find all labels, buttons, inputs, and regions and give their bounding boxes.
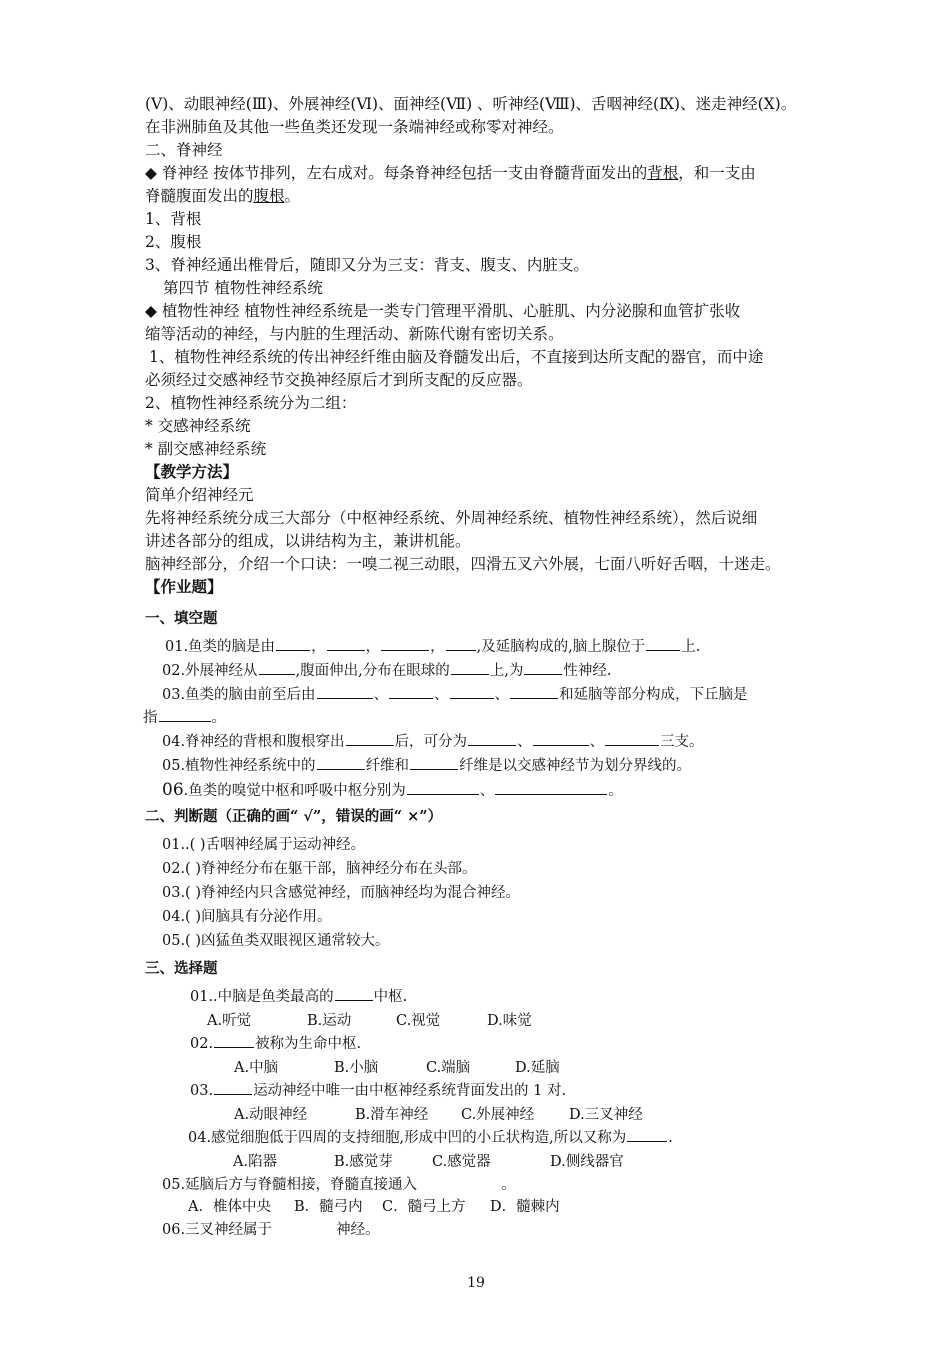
spinal-item-2: 2、腹根	[145, 233, 202, 251]
choice-option[interactable]: A．椎体中央	[188, 1199, 271, 1215]
method-line-2: 先将神经系统分成三大部分（中枢神经系统、外周神经系统、植物性神经系统），然后说细	[145, 509, 758, 527]
answer-blank[interactable]	[468, 731, 516, 746]
spinal-paragraph-line-1: ◆ 脊神经 按体节排列，左右成对。每条脊神经包括一支由脊髓背面发出的背根，和一支由	[145, 164, 756, 182]
spinal-paragraph-line-2: 脊髓腹面发出的腹根。	[145, 187, 301, 205]
method-heading: 【教学方法】	[145, 462, 239, 481]
fill-question-2: 02.外展神经从 ,腹面伸出,分布在眼球的 上,为 性神经.	[162, 660, 612, 682]
answer-blank[interactable]	[276, 636, 310, 651]
choice-option[interactable]: D.延脑	[515, 1060, 560, 1076]
answer-blank[interactable]	[214, 1033, 254, 1048]
choice-option[interactable]: B．髓弓内	[294, 1199, 363, 1215]
answer-blank[interactable]	[346, 731, 394, 746]
fill-question-6: 06.鱼类的嗅觉中枢和呼吸中枢分别为 、 。	[162, 780, 623, 800]
choice-option[interactable]: C．髓弓上方	[382, 1199, 466, 1215]
choice-option[interactable]: C.视觉	[396, 1013, 441, 1029]
spinal-heading: 二、脊神经	[145, 141, 223, 159]
choice-option[interactable]: B.运动	[307, 1013, 352, 1029]
ventral-root-term: 腹根	[253, 187, 285, 205]
choice-question-5-options	[188, 1196, 560, 1218]
autonomic-p1-line-1: ◆ 植物性神经 植物性神经系统是一类专门管理平滑肌、心脏肌、内分泌腺和血管扩张收	[145, 302, 741, 320]
choice-option[interactable]: A.听觉	[207, 1013, 252, 1029]
choice-question-5: 05.延脑后方与脊髓相接，脊髓直接通入 。	[162, 1177, 516, 1193]
choice-option[interactable]: B.小脑	[334, 1060, 379, 1076]
choice-heading: 三、选择题	[145, 960, 218, 977]
judge-question-2: 02.( )脊神经分布在躯干部，脑神经分布在头部。	[162, 861, 477, 877]
choice-question-1: 01..中脑是鱼类最高的 中枢.	[190, 986, 407, 1008]
answer-blank[interactable]	[317, 755, 365, 770]
judge-question-4: 04.( )间脑具有分泌作用。	[162, 909, 332, 925]
answer-blank[interactable]	[407, 780, 479, 795]
choice-option[interactable]: C.感觉器	[432, 1154, 491, 1170]
choice-question-1-options	[207, 1010, 532, 1032]
answer-blank[interactable]	[446, 636, 476, 651]
choice-question-6: 06.三叉神经属于 神经。	[162, 1222, 380, 1238]
autonomic-p3: 2、植物性神经系统分为二组：	[145, 394, 357, 412]
answer-blank[interactable]	[627, 1127, 667, 1142]
answer-blank[interactable]	[646, 636, 680, 651]
answer-blank[interactable]	[450, 684, 494, 699]
choice-option[interactable]: A.动眼神经	[234, 1107, 308, 1123]
choice-option[interactable]: B.滑车神经	[355, 1107, 429, 1123]
choice-option[interactable]: C.外展神经	[461, 1107, 535, 1123]
intro-line-1: (Ⅴ)、动眼神经(Ⅲ)、外展神经(Ⅵ)、面神经(Ⅶ) 、听神经(Ⅷ)、舌咽神经(Ⅸ)、迷走神经(Ⅹ)。	[145, 95, 797, 113]
choice-option[interactable]: D.三叉神经	[569, 1107, 643, 1123]
autonomic-p1-line-2: 缩等活动的神经，与内脏的生理活动、新陈代谢有密切关系。	[145, 325, 564, 343]
judge-heading: 二、判断题（正确的画“ √”，错误的画“ ×”）	[145, 808, 443, 825]
page-number: 19	[467, 1275, 485, 1291]
intro-line-2: 在非洲肺鱼及其他一些鱼类还发现一条端神经或称零对神经。	[145, 118, 564, 136]
answer-blank[interactable]	[524, 660, 562, 675]
choice-question-4-options	[233, 1151, 624, 1173]
answer-blank[interactable]	[335, 986, 373, 1001]
answer-blank[interactable]	[533, 731, 589, 746]
answer-blank[interactable]	[510, 684, 558, 699]
answer-blank[interactable]	[605, 731, 659, 746]
fill-question-1: 01.鱼类的脑是由 ， ， ， ,及延脑构成的,脑上腺位于 上.	[165, 636, 700, 658]
answer-blank[interactable]	[214, 1080, 252, 1095]
choice-option[interactable]: C.端脑	[426, 1060, 471, 1076]
fill-question-3-line-1: 03.鱼类的脑由前至后由 、 、 、 和延脑等部分构成，下丘脑是	[162, 684, 748, 706]
homework-heading: 【作业题】	[145, 577, 223, 596]
fill-question-4: 04.脊神经的背根和腹根穿出 后，可分为 、 、 三支。	[162, 731, 704, 753]
answer-blank[interactable]	[317, 684, 373, 699]
choice-question-2: 02. 被称为生命中枢.	[190, 1033, 361, 1055]
fill-heading: 一、填空题	[145, 610, 218, 627]
answer-blank[interactable]	[381, 636, 429, 651]
choice-option[interactable]: A.中脑	[234, 1060, 279, 1076]
answer-blank[interactable]	[451, 660, 489, 675]
method-line-1: 简单介绍神经元	[145, 486, 254, 504]
answer-blank[interactable]	[389, 684, 433, 699]
autonomic-bullet-1: * 交感神经系统	[145, 417, 251, 435]
choice-option[interactable]: B.感觉芽	[334, 1154, 393, 1170]
fill-question-5: 05.植物性神经系统中的 纤维和 纤维是以交感神经节为划分界线的。	[162, 755, 691, 777]
dorsal-root-term: 背根	[647, 164, 679, 182]
choice-option[interactable]: D.侧线器官	[550, 1154, 624, 1170]
spinal-item-3: 3、脊神经通出椎骨后，随即又分为三支：背支、腹支、内脏支。	[145, 256, 589, 274]
autonomic-p2-line-1: 1、植物性神经系统的传出神经纤维由脑及脊髓发出后，不直接到达所支配的器官，而中途	[149, 348, 764, 366]
choice-option[interactable]: A.陷器	[233, 1154, 278, 1170]
choice-question-3-options	[234, 1104, 643, 1126]
autonomic-p2-line-2: 必须经过交感神经节交换神经原后才到所支配的反应器。	[145, 371, 533, 389]
judge-question-1: 01..( )舌咽神经属于运动神经。	[162, 837, 366, 853]
autonomic-bullet-2: * 副交感神经系统	[145, 440, 267, 458]
answer-blank[interactable]	[410, 755, 458, 770]
choice-question-3: 03. 运动神经中唯一由中枢神经系统背面发出的 1 对.	[190, 1080, 566, 1102]
fill-question-3-line-2: 指 。	[143, 707, 226, 729]
judge-question-3: 03.( )脊神经内只含感觉神经，而脑神经均为混合神经。	[162, 885, 520, 901]
answer-blank[interactable]	[159, 707, 211, 722]
answer-blank[interactable]	[495, 780, 607, 795]
choice-option[interactable]: D．髓棘内	[490, 1199, 560, 1215]
autonomic-heading: 第四节 植物性神经系统	[163, 279, 323, 297]
spinal-item-1: 1、背根	[145, 210, 202, 228]
judge-question-5: 05.( )凶猛鱼类双眼视区通常较大。	[162, 933, 390, 949]
choice-question-2-options	[234, 1057, 560, 1079]
answer-blank[interactable]	[327, 636, 365, 651]
method-line-4: 脑神经部分，介绍一个口诀：一嗅二视三动眼，四滑五叉六外展，七面八听好舌咽，十迷走。	[145, 555, 781, 573]
choice-question-4: 04.感觉细胞低于四周的支持细胞,形成中凹的小丘状构造,所以又称为 .	[188, 1127, 673, 1149]
method-line-3: 讲述各部分的组成，以讲结构为主，兼讲机能。	[145, 532, 471, 550]
answer-blank[interactable]	[259, 660, 295, 675]
choice-option[interactable]: D.味觉	[487, 1013, 532, 1029]
